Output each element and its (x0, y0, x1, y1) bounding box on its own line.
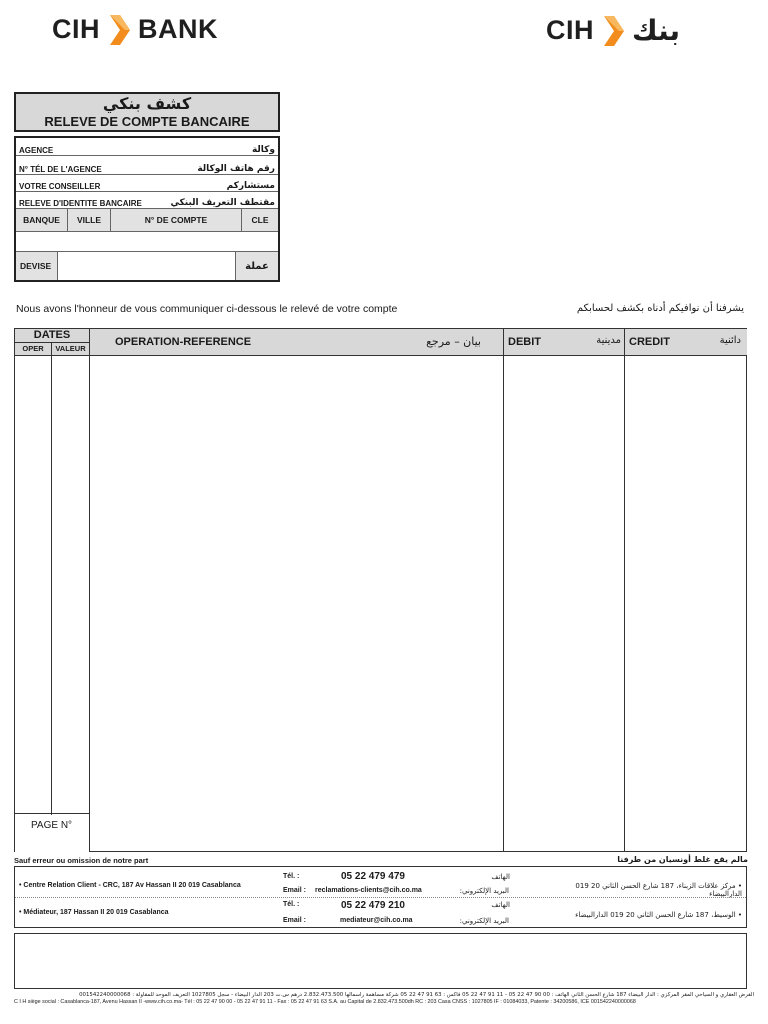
dates-column-divider (89, 329, 90, 343)
agency-phone-label: N° TÉL DE L'AGENCE (19, 165, 102, 174)
agence-row[interactable] (16, 138, 278, 156)
statement-title-french: RELEVE DE COMPTE BANCAIRE (44, 114, 250, 129)
oper-date-header: OPER (22, 344, 44, 353)
advisor-label-arabic: مستشاركم (226, 181, 275, 191)
contact-divider (15, 897, 746, 898)
currency-label: DEVISE (16, 252, 58, 280)
logo-cih-text: CIH (52, 14, 100, 44)
mediator-email-label-arabic: البريد الإلكتروني: (459, 917, 509, 925)
logo-bank-arabic-text: بنك (632, 14, 681, 47)
cih-bank-logo-left (52, 14, 218, 45)
crc-email-value[interactable]: reclamations-clients@cih.co.ma (315, 887, 422, 894)
credit-header: CREDIT (629, 336, 670, 348)
col-banque: BANQUE (16, 209, 68, 231)
credit-header-arabic: دائنية (719, 335, 741, 346)
mediator-phone-label-arabic: الهاتف (491, 901, 510, 909)
crc-address-arabic: • مركز علاقات الزبناء، 187 شارع الحسن الثاني 20 019 الدارالبيضاء (575, 882, 742, 898)
disclaimer-french: Sauf erreur ou omission de notre part (14, 856, 149, 865)
agence-label-arabic: وكالة (251, 145, 275, 155)
crc-email-label: Email : (283, 887, 306, 894)
crc-phone-label-arabic: الهاتف (491, 873, 510, 881)
footer-legal-french: C I H siège social : Casablanca-187, Avenu Hassan II -www.cih.co.ma- Tél : 05 22 47 90 00 - 05 22 47 91 11 - Fax : 05 22 47 91 63 S.A. au Capital de 2.832.473.500dh RC : 203 Casa CNSS : 1027805 IF : 01084033, Patente : 34200586, ICE 001542240000068 (14, 999, 636, 1005)
rib-row (16, 192, 278, 209)
footer-legal-arabic: القرض العقاري و السياحي المقر المركزي : الدار البيضاء 187 شارع الحسن الثاني الهاتف : 00 90 47 22 05 - 11 91 47 22 05 فاكس : 63 91 47 22 05 شركة مساهمة رأسمالها 2.832.473.500 درهم س.ت 203 الدار البيضاء - سجل 1027805 التعريف الموحد للمقاولة : 001542240000068 (79, 992, 754, 998)
mediator-phone-value[interactable]: 05 22 479 210 (341, 900, 405, 911)
cih-chevron-logo-icon (108, 15, 130, 45)
currency-row (16, 252, 278, 280)
currency-value-field[interactable] (58, 252, 236, 280)
col-account-number: N° DE COMPTE (111, 209, 242, 231)
agency-phone-label-arabic: رقم هاتف الوكالة (197, 164, 275, 174)
debit-header-arabic: مدينية (596, 335, 621, 346)
intro-text-arabic: يشرفنا أن نوافيكم أدناه بكشف لحسابكم (576, 303, 744, 314)
contact-box (14, 866, 747, 928)
col-ville: VILLE (68, 209, 111, 231)
rib-columns-header (16, 209, 278, 232)
notes-box (14, 933, 747, 989)
statement-title-arabic: كشف بنكي (102, 94, 192, 113)
cih-bank-logo-right (546, 14, 680, 47)
rib-values-row[interactable] (16, 232, 278, 252)
mediator-email-label: Email : (283, 917, 306, 924)
operation-column-divider (503, 329, 504, 851)
currency-label-arabic: عملة (236, 252, 278, 280)
operations-table (14, 328, 747, 852)
intro-text-french: Nous avons l'honneur de vous communiquer ci-dessous le relevé de votre compte (16, 303, 398, 315)
mediator-address-arabic: • الوسيط، 187 شارع الحسن الثاني 20 019 الدارالبيضاء (575, 911, 742, 919)
disclaimer-arabic: مالم يقع غلط أونسيان من طرفنا (617, 855, 748, 864)
crc-phone-value[interactable]: 05 22 479 479 (341, 871, 405, 882)
cih-chevron-logo-icon-right (602, 16, 624, 46)
logo-bank-text: BANK (138, 14, 218, 44)
page-number-label: PAGE N° (31, 820, 73, 831)
agency-phone-row[interactable] (16, 156, 278, 174)
valeur-column-divider (89, 342, 90, 851)
operation-reference-header-arabic: بيان – مرجع (426, 335, 481, 348)
debit-column-divider (624, 329, 625, 851)
logo-cih-text-right: CIH (546, 15, 594, 45)
dates-header: DATES (33, 329, 71, 341)
operation-reference-header: OPERATION-REFERENCE (115, 336, 252, 348)
debit-header: DEBIT (508, 336, 541, 348)
advisor-row[interactable] (16, 174, 278, 192)
crc-email-label-arabic: البريد الإلكتروني: (459, 887, 509, 895)
advisor-label: VOTRE CONSEILLER (19, 182, 101, 191)
mediator-phone-label: Tél. : (283, 901, 300, 908)
statement-title-box (14, 92, 280, 132)
oper-column-divider (51, 342, 52, 851)
rib-label: RELEVE D'IDENTITE BANCAIRE (19, 199, 142, 208)
agence-label: AGENCE (19, 146, 54, 155)
account-fields-form (14, 136, 280, 282)
rib-label-arabic: مقتطف التعريف البنكي (170, 198, 275, 208)
mediator-email-value[interactable]: mediateur@cih.co.ma (340, 917, 413, 924)
crc-address: • Centre Relation Client - CRC, 187 Av Hassan II 20 019 Casablanca (19, 882, 241, 889)
account-identity-block (14, 92, 280, 282)
mediator-address: • Médiateur, 187 Hassan II 20 019 Casablanca (19, 909, 169, 916)
col-cle: CLE (251, 215, 269, 225)
crc-phone-label: Tél. : (283, 873, 300, 880)
header-bottom-divider (15, 355, 746, 356)
page-cell-divider (15, 813, 89, 814)
value-date-header: VALEUR (55, 344, 86, 353)
